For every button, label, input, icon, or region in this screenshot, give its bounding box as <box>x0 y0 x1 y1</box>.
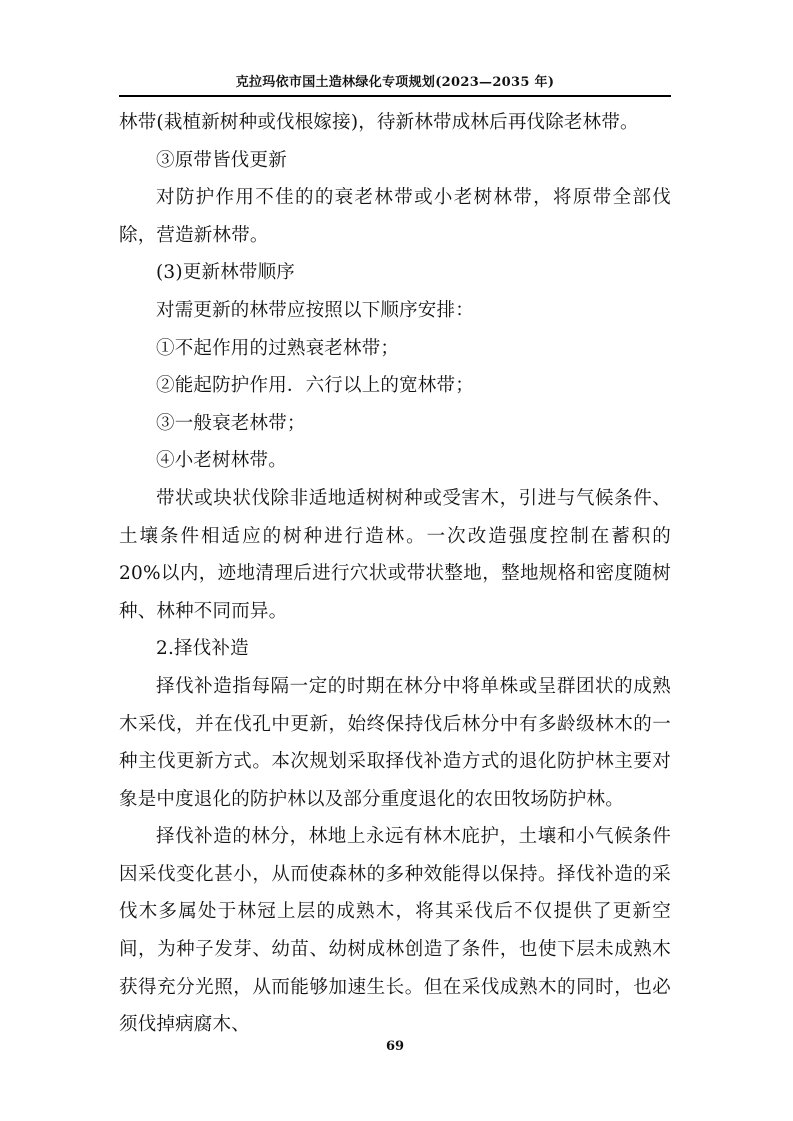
paragraph-strip-block-felling: 带状或块状伐除非适地适树树种或受害木，引进与气候条件、土壤条件相适应的树种进行造林。一次改造强度控制在蓄积的 20%以内，迹地清理后进行穴状或带状整地，整地规格和密度随树种、林种不同而异。 <box>119 487 671 622</box>
header-divider <box>119 95 671 97</box>
paragraph-continuation: 林带(栽植新树种或伐根嫁接)，待新林带成林后再伐除老林带。 <box>119 112 639 133</box>
list-item-order-1: ①不起作用的过熟衰老林带； <box>156 337 400 359</box>
paragraph-selective-cutting-definition: 择伐补造指每隔一定的时期在林分中将单株或呈群团状的成熟木采伐，并在伐孔中更新，始终保持伐后林分中有多龄级林木的一种主伐更新方式。本次规划采取择伐补造方式的退化防护林主要对象是中度退化的防护林以及部分重度退化的农田牧场防护林。 <box>119 675 671 810</box>
list-item-order-3: ③一般衰老林带； <box>156 412 306 434</box>
paragraph-selective-cutting-effects: 择伐补造的林分，林地上永远有林木庇护，土壤和小气候条件因采伐变化甚小，从而使森林的多种效能得以保持。择伐补造的采伐木多属处于林冠上层的成熟木，将其采伐后不仅提供了更新空间，为种子发芽、幼苗、幼树成林创造了条件，也使下层未成熟木获得充分光照，从而能够加速生长。但在采伐成熟木的同时，也必须伐掉病腐木、 <box>119 826 671 1036</box>
page-number: 69 <box>385 1039 405 1054</box>
paragraph-clearcut-description: 对防护作用不佳的的衰老林带或小老树林带，将原带全部伐除，营造新林带。 <box>119 187 671 246</box>
list-item-order-2: ②能起防护作用．六行以上的宽林带； <box>156 375 474 397</box>
list-item-order-4: ④小老树林带。 <box>156 450 287 472</box>
section-heading-selective-cutting: 2.择伐补造 <box>156 638 249 660</box>
page-header-title: 克拉玛依市国土造林绿化专项规划(2023—2035 年) <box>235 75 555 90</box>
paragraph-order-intro: 对需更新的林带应按照以下顺序安排： <box>156 299 474 321</box>
list-item-clearcut-renewal: ③原带皆伐更新 <box>156 149 287 171</box>
section-heading-renewal-order: (3)更新林带顺序 <box>156 262 296 284</box>
document-body <box>119 104 671 1044</box>
